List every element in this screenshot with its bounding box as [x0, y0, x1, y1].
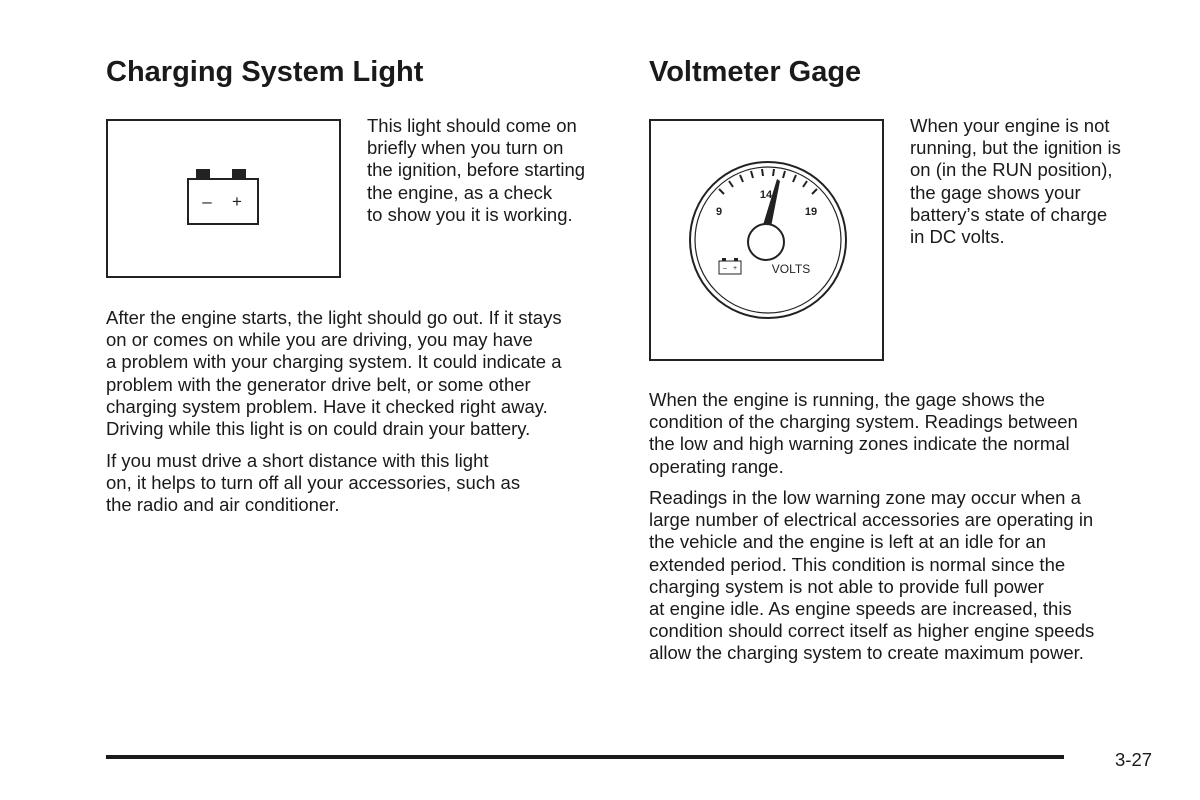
battery-plus-symbol: + — [232, 192, 242, 211]
gauge-label-low: 9 — [715, 206, 723, 218]
page-number: 3-27 — [1115, 749, 1153, 770]
gauge-label-mid: 14 — [759, 189, 773, 201]
footer-rule — [106, 755, 1064, 759]
voltmeter-paragraph-2: Readings in the low warning zone may occur when a large number of electrical accessories are operating in the vehicle and the engine is left at an idle for an extended period. This condition is normal since the charging system is not able to provide full power at engine idle. As engine speeds are increased, this condition should correct itself as higher engine speeds allow the charging system to create maximum power. — [649, 487, 1095, 664]
charging-light-intro: This light should come on briefly when you turn on the ignition, before starting the engine, as a check to show you it is working. — [367, 115, 586, 225]
voltmeter-paragraph-1: When the engine is running, the gage shows the condition of the charging system. Readings between the low and high warning zones indicate the normal operating range. — [649, 389, 1078, 477]
svg-text:+: + — [732, 265, 738, 272]
charging-light-paragraph-2: If you must drive a short distance with this light on, it helps to turn off all your accessories, such as the radio and air conditioner. — [106, 450, 521, 516]
battery-icon — [108, 121, 339, 276]
svg-text:–: – — [723, 265, 727, 272]
battery-minus-symbol: – — [202, 192, 212, 211]
charging-light-paragraph-1: After the engine starts, the light should go out. If it stays on or comes on while you are driving, you may have a problem with your charging system. It could indicate a problem with the generator drive belt, or some other charging system problem. Have it checked right away. Driving while this light is on could drain your battery. — [106, 307, 562, 440]
voltmeter-intro: When your engine is not running, but the ignition is on (in the RUN position), the gage shows your battery’s state of charge in DC volts. — [910, 115, 1121, 248]
charging-light-figure — [106, 119, 341, 278]
voltmeter-figure — [649, 119, 884, 361]
gauge-label-high: 19 — [804, 206, 818, 218]
voltmeter-gauge-icon — [651, 121, 882, 359]
gauge-unit-label: VOLTS — [771, 262, 811, 276]
charging-system-light-title: Charging System Light — [106, 56, 424, 88]
voltmeter-gage-title: Voltmeter Gage — [649, 56, 862, 88]
